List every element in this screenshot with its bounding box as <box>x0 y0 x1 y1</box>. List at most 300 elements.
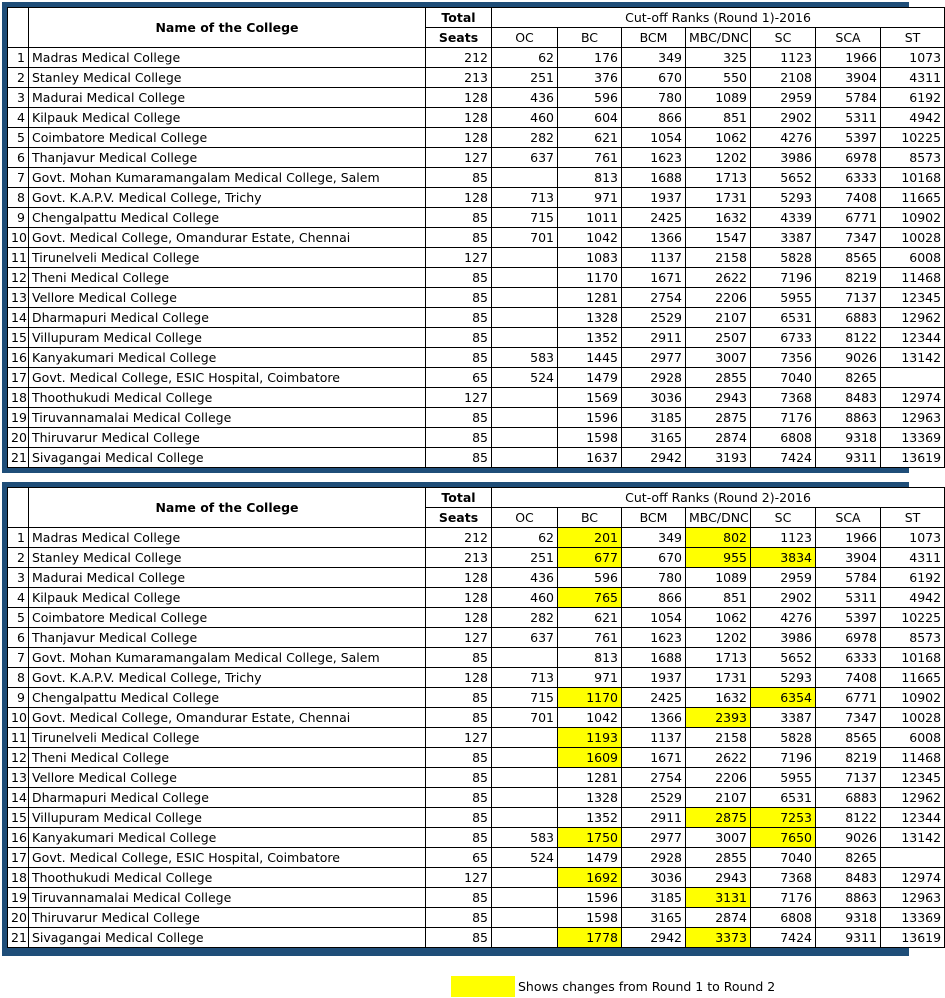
serial-number-cell: 15 <box>8 808 29 828</box>
mbc-dnc-rank-cell: 1202 <box>686 628 751 648</box>
st-rank-cell <box>881 848 945 868</box>
st-rank-cell: 13142 <box>881 828 945 848</box>
sc-rank-cell: 3986 <box>751 148 816 168</box>
total-seats-cell: 85 <box>426 348 492 368</box>
sca-rank-cell: 7137 <box>816 288 881 308</box>
bcm-rank-cell: 2911 <box>622 808 686 828</box>
college-name-cell: Dharmapuri Medical College <box>29 308 426 328</box>
sca-rank-cell: 7408 <box>816 668 881 688</box>
total-seats-cell: 85 <box>426 308 492 328</box>
bc-rank-cell: 1042 <box>558 708 622 728</box>
st-rank-cell: 11665 <box>881 668 945 688</box>
bcm-rank-cell: 2529 <box>622 788 686 808</box>
table-row <box>8 688 945 708</box>
bcm-rank-cell: 1688 <box>622 648 686 668</box>
sc-rank-cell: 5828 <box>751 728 816 748</box>
college-name-cell: Govt. K.A.P.V. Medical College, Trichy <box>29 668 426 688</box>
mbc-dnc-rank-cell: 2393 <box>686 708 751 728</box>
category-header-bc: BC <box>558 28 622 48</box>
college-name-cell: Sivagangai Medical College <box>29 448 426 468</box>
mbc-dnc-rank-cell: 3373 <box>686 928 751 948</box>
total-seats-cell: 128 <box>426 108 492 128</box>
table-row <box>8 648 945 668</box>
bc-rank-cell: 1352 <box>558 328 622 348</box>
serial-number-cell: 9 <box>8 688 29 708</box>
serial-number-cell: 12 <box>8 268 29 288</box>
category-header-sca: SCA <box>816 508 881 528</box>
mbc-dnc-rank-cell: 2943 <box>686 868 751 888</box>
bc-rank-cell: 201 <box>558 528 622 548</box>
table-row <box>8 728 945 748</box>
college-name-cell: Kilpauk Medical College <box>29 588 426 608</box>
oc-rank-cell: 62 <box>492 528 558 548</box>
bcm-rank-cell: 1366 <box>622 228 686 248</box>
college-name-cell: Kilpauk Medical College <box>29 108 426 128</box>
sca-rank-cell: 6883 <box>816 788 881 808</box>
serial-number-cell: 11 <box>8 728 29 748</box>
bcm-rank-cell: 866 <box>622 108 686 128</box>
st-rank-cell: 12974 <box>881 868 945 888</box>
oc-rank-cell: 637 <box>492 628 558 648</box>
oc-rank-cell <box>492 788 558 808</box>
sca-rank-cell: 7137 <box>816 768 881 788</box>
college-name-cell: Thanjavur Medical College <box>29 628 426 648</box>
oc-rank-cell <box>492 408 558 428</box>
bcm-rank-cell: 1137 <box>622 248 686 268</box>
college-name-cell: Theni Medical College <box>29 268 426 288</box>
college-name-cell: Thiruvarur Medical College <box>29 908 426 928</box>
oc-rank-cell <box>492 248 558 268</box>
total-seats-cell: 85 <box>426 168 492 188</box>
st-rank-cell: 4942 <box>881 108 945 128</box>
sc-rank-cell: 6808 <box>751 908 816 928</box>
table-row <box>8 608 945 628</box>
mbc-dnc-rank-cell: 3193 <box>686 448 751 468</box>
bcm-rank-cell: 1671 <box>622 268 686 288</box>
college-name-cell: Coimbatore Medical College <box>29 608 426 628</box>
serial-number-cell: 14 <box>8 308 29 328</box>
sca-rank-cell: 7347 <box>816 708 881 728</box>
total-seats-header-line1: Total <box>426 488 492 508</box>
total-seats-cell: 128 <box>426 128 492 148</box>
bcm-rank-cell: 1366 <box>622 708 686 728</box>
serial-number-cell: 18 <box>8 868 29 888</box>
table-row <box>8 168 945 188</box>
mbc-dnc-rank-cell: 851 <box>686 108 751 128</box>
total-seats-cell: 85 <box>426 648 492 668</box>
bc-rank-cell: 176 <box>558 48 622 68</box>
oc-rank-cell: 583 <box>492 828 558 848</box>
total-seats-cell: 85 <box>426 828 492 848</box>
bcm-rank-cell: 2977 <box>622 348 686 368</box>
sc-rank-cell: 1123 <box>751 528 816 548</box>
mbc-dnc-rank-cell: 2107 <box>686 788 751 808</box>
bcm-rank-cell: 1054 <box>622 128 686 148</box>
legend-highlight-swatch <box>451 976 515 997</box>
mbc-dnc-rank-cell: 3007 <box>686 348 751 368</box>
bcm-rank-cell: 1688 <box>622 168 686 188</box>
bcm-rank-cell: 3036 <box>622 868 686 888</box>
mbc-dnc-rank-cell: 1632 <box>686 208 751 228</box>
mbc-dnc-rank-cell: 2206 <box>686 288 751 308</box>
table-row <box>8 908 945 928</box>
total-seats-header-line2: Seats <box>426 28 492 48</box>
round2-table-body <box>8 528 945 948</box>
st-rank-cell: 12344 <box>881 808 945 828</box>
bcm-rank-cell: 1937 <box>622 188 686 208</box>
total-seats-cell: 127 <box>426 728 492 748</box>
st-rank-cell: 1073 <box>881 48 945 68</box>
serial-number-cell: 16 <box>8 348 29 368</box>
sca-rank-cell: 3904 <box>816 548 881 568</box>
bc-rank-cell: 1328 <box>558 788 622 808</box>
st-rank-cell: 6008 <box>881 728 945 748</box>
sca-rank-cell: 8483 <box>816 388 881 408</box>
category-header-mbc-dnc: MBC/DNC <box>686 28 751 48</box>
bc-rank-cell: 604 <box>558 108 622 128</box>
bcm-rank-cell: 1671 <box>622 748 686 768</box>
mbc-dnc-rank-cell: 2943 <box>686 388 751 408</box>
bc-rank-cell: 1083 <box>558 248 622 268</box>
college-name-cell: Vellore Medical College <box>29 768 426 788</box>
sca-rank-cell: 8219 <box>816 748 881 768</box>
mbc-dnc-rank-cell: 2622 <box>686 268 751 288</box>
bcm-rank-cell: 2942 <box>622 448 686 468</box>
serial-number-cell: 2 <box>8 548 29 568</box>
sca-rank-cell: 5311 <box>816 108 881 128</box>
sc-rank-cell: 2108 <box>751 68 816 88</box>
total-seats-header-line2: Seats <box>426 508 492 528</box>
serial-number-cell: 19 <box>8 888 29 908</box>
serial-number-cell: 21 <box>8 448 29 468</box>
sca-rank-cell: 3904 <box>816 68 881 88</box>
oc-rank-cell: 583 <box>492 348 558 368</box>
bc-rank-cell: 596 <box>558 88 622 108</box>
bcm-rank-cell: 670 <box>622 68 686 88</box>
bcm-rank-cell: 2754 <box>622 768 686 788</box>
table-row <box>8 628 945 648</box>
oc-rank-cell <box>492 328 558 348</box>
college-name-cell: Villupuram Medical College <box>29 808 426 828</box>
college-name-cell: Theni Medical College <box>29 748 426 768</box>
table-row <box>8 408 945 428</box>
sc-rank-cell: 6733 <box>751 328 816 348</box>
st-rank-cell <box>881 368 945 388</box>
bcm-rank-cell: 1054 <box>622 608 686 628</box>
mbc-dnc-rank-cell: 851 <box>686 588 751 608</box>
sca-rank-cell: 8265 <box>816 848 881 868</box>
oc-rank-cell: 282 <box>492 608 558 628</box>
table-row <box>8 308 945 328</box>
st-rank-cell: 11468 <box>881 268 945 288</box>
total-seats-cell: 127 <box>426 148 492 168</box>
sc-rank-cell: 2902 <box>751 108 816 128</box>
sc-rank-cell: 7176 <box>751 888 816 908</box>
mbc-dnc-rank-cell: 2158 <box>686 248 751 268</box>
table-row <box>8 48 945 68</box>
sc-rank-cell: 1123 <box>751 48 816 68</box>
serial-number-cell: 13 <box>8 288 29 308</box>
bc-rank-cell: 765 <box>558 588 622 608</box>
mbc-dnc-rank-cell: 2874 <box>686 428 751 448</box>
bcm-rank-cell: 3036 <box>622 388 686 408</box>
serial-number-cell: 9 <box>8 208 29 228</box>
bc-rank-cell: 621 <box>558 608 622 628</box>
st-rank-cell: 10028 <box>881 708 945 728</box>
college-name-cell: Govt. Medical College, Omandurar Estate, Chennai <box>29 708 426 728</box>
total-seats-cell: 85 <box>426 428 492 448</box>
mbc-dnc-rank-cell: 1713 <box>686 648 751 668</box>
college-name-cell: Thoothukudi Medical College <box>29 388 426 408</box>
round1-cutoff-table <box>7 7 945 468</box>
total-seats-cell: 213 <box>426 548 492 568</box>
sc-rank-cell: 2959 <box>751 88 816 108</box>
oc-rank-cell: 701 <box>492 228 558 248</box>
bc-rank-cell: 1193 <box>558 728 622 748</box>
bcm-rank-cell: 3165 <box>622 908 686 928</box>
bc-rank-cell: 1598 <box>558 428 622 448</box>
round1-table-panel <box>2 2 942 473</box>
serial-number-cell: 3 <box>8 568 29 588</box>
sca-rank-cell: 1966 <box>816 528 881 548</box>
total-seats-cell: 85 <box>426 328 492 348</box>
mbc-dnc-rank-cell: 1062 <box>686 608 751 628</box>
sca-rank-cell: 6771 <box>816 208 881 228</box>
total-seats-cell: 213 <box>426 68 492 88</box>
table-row <box>8 248 945 268</box>
st-rank-cell: 10902 <box>881 208 945 228</box>
sc-rank-cell: 3387 <box>751 228 816 248</box>
table-row <box>8 288 945 308</box>
st-rank-cell: 12962 <box>881 308 945 328</box>
bc-rank-cell: 813 <box>558 168 622 188</box>
serial-number-cell: 8 <box>8 668 29 688</box>
total-seats-cell: 212 <box>426 528 492 548</box>
sc-rank-cell: 5652 <box>751 168 816 188</box>
oc-rank-cell: 524 <box>492 848 558 868</box>
table-row <box>8 768 945 788</box>
college-name-cell: Govt. Medical College, Omandurar Estate, Chennai <box>29 228 426 248</box>
college-name-cell: Govt. Mohan Kumaramangalam Medical College, Salem <box>29 168 426 188</box>
sca-rank-cell: 9311 <box>816 928 881 948</box>
serial-number-cell: 3 <box>8 88 29 108</box>
serial-number-cell: 7 <box>8 168 29 188</box>
st-rank-cell: 8573 <box>881 148 945 168</box>
bc-rank-cell: 1352 <box>558 808 622 828</box>
st-rank-cell: 10225 <box>881 608 945 628</box>
serial-number-cell: 12 <box>8 748 29 768</box>
serial-number-cell: 20 <box>8 428 29 448</box>
college-name-cell: Thanjavur Medical College <box>29 148 426 168</box>
st-rank-cell: 12963 <box>881 408 945 428</box>
bc-rank-cell: 1170 <box>558 268 622 288</box>
sca-rank-cell: 6771 <box>816 688 881 708</box>
oc-rank-cell <box>492 428 558 448</box>
sc-rank-cell: 7196 <box>751 268 816 288</box>
st-rank-cell: 10902 <box>881 688 945 708</box>
table-row <box>8 568 945 588</box>
table-row <box>8 708 945 728</box>
sca-rank-cell: 5311 <box>816 588 881 608</box>
table-row <box>8 128 945 148</box>
table-row <box>8 788 945 808</box>
bcm-rank-cell: 2942 <box>622 928 686 948</box>
college-name-cell: Govt. Medical College, ESIC Hospital, Coimbatore <box>29 368 426 388</box>
oc-rank-cell: 701 <box>492 708 558 728</box>
sc-rank-cell: 5293 <box>751 188 816 208</box>
table-row <box>8 368 945 388</box>
bcm-rank-cell: 780 <box>622 568 686 588</box>
table-row <box>8 388 945 408</box>
bcm-rank-cell: 670 <box>622 548 686 568</box>
total-seats-cell: 127 <box>426 248 492 268</box>
mbc-dnc-rank-cell: 1632 <box>686 688 751 708</box>
bc-rank-cell: 1281 <box>558 288 622 308</box>
sca-rank-cell: 9311 <box>816 448 881 468</box>
sc-rank-cell: 7253 <box>751 808 816 828</box>
bc-rank-cell: 1598 <box>558 908 622 928</box>
sca-rank-cell: 5397 <box>816 608 881 628</box>
mbc-dnc-rank-cell: 2158 <box>686 728 751 748</box>
oc-rank-cell: 460 <box>492 108 558 128</box>
category-header-sc: SC <box>751 508 816 528</box>
total-seats-cell: 85 <box>426 908 492 928</box>
round1-title: Cut-off Ranks (Round 1)-2016 <box>492 8 945 28</box>
st-rank-cell: 11468 <box>881 748 945 768</box>
st-rank-cell: 6008 <box>881 248 945 268</box>
oc-rank-cell <box>492 768 558 788</box>
oc-rank-cell: 713 <box>492 188 558 208</box>
serial-number-cell: 15 <box>8 328 29 348</box>
sca-rank-cell: 5784 <box>816 568 881 588</box>
college-name-cell: Govt. K.A.P.V. Medical College, Trichy <box>29 188 426 208</box>
serial-number-cell: 20 <box>8 908 29 928</box>
table-row <box>8 828 945 848</box>
college-name-cell: Govt. Medical College, ESIC Hospital, Coimbatore <box>29 848 426 868</box>
st-rank-cell: 6192 <box>881 568 945 588</box>
st-rank-cell: 13619 <box>881 928 945 948</box>
bc-rank-cell: 1569 <box>558 388 622 408</box>
sc-rank-cell: 6354 <box>751 688 816 708</box>
sca-rank-cell: 5397 <box>816 128 881 148</box>
sc-rank-cell: 7368 <box>751 388 816 408</box>
total-seats-cell: 65 <box>426 848 492 868</box>
sc-rank-cell: 7368 <box>751 868 816 888</box>
serial-number-cell: 17 <box>8 848 29 868</box>
sca-rank-cell: 8565 <box>816 248 881 268</box>
st-rank-cell: 4311 <box>881 68 945 88</box>
college-name-cell: Chengalpattu Medical College <box>29 688 426 708</box>
sc-rank-cell: 3986 <box>751 628 816 648</box>
table-row <box>8 528 945 548</box>
bcm-rank-cell: 3185 <box>622 408 686 428</box>
sc-rank-cell: 7356 <box>751 348 816 368</box>
bc-rank-cell: 1596 <box>558 408 622 428</box>
sca-rank-cell: 8863 <box>816 888 881 908</box>
sca-rank-cell: 9026 <box>816 828 881 848</box>
table-row <box>8 348 945 368</box>
bcm-rank-cell: 3185 <box>622 888 686 908</box>
total-seats-cell: 85 <box>426 928 492 948</box>
serial-header <box>8 488 29 528</box>
oc-rank-cell: 251 <box>492 548 558 568</box>
bcm-rank-cell: 349 <box>622 48 686 68</box>
total-seats-cell: 85 <box>426 208 492 228</box>
bc-rank-cell: 1445 <box>558 348 622 368</box>
round2-cutoff-table <box>7 487 945 948</box>
oc-rank-cell <box>492 648 558 668</box>
oc-rank-cell: 436 <box>492 88 558 108</box>
mbc-dnc-rank-cell: 955 <box>686 548 751 568</box>
total-seats-cell: 85 <box>426 748 492 768</box>
total-seats-cell: 85 <box>426 768 492 788</box>
oc-rank-cell <box>492 268 558 288</box>
bcm-rank-cell: 2529 <box>622 308 686 328</box>
total-seats-cell: 85 <box>426 708 492 728</box>
table-row <box>8 548 945 568</box>
bc-rank-cell: 1479 <box>558 368 622 388</box>
mbc-dnc-rank-cell: 2107 <box>686 308 751 328</box>
college-name-cell: Madurai Medical College <box>29 568 426 588</box>
college-name-cell: Tirunelveli Medical College <box>29 728 426 748</box>
college-name-header: Name of the College <box>29 8 426 48</box>
table-row <box>8 88 945 108</box>
mbc-dnc-rank-cell: 1731 <box>686 668 751 688</box>
mbc-dnc-rank-cell: 2855 <box>686 848 751 868</box>
round2-table-panel <box>2 482 942 956</box>
college-name-cell: Chengalpattu Medical College <box>29 208 426 228</box>
sca-rank-cell: 7347 <box>816 228 881 248</box>
college-name-header: Name of the College <box>29 488 426 528</box>
sca-rank-cell: 1966 <box>816 48 881 68</box>
college-name-cell: Madurai Medical College <box>29 88 426 108</box>
sc-rank-cell: 2959 <box>751 568 816 588</box>
oc-rank-cell <box>492 888 558 908</box>
st-rank-cell: 8573 <box>881 628 945 648</box>
bcm-rank-cell: 2425 <box>622 688 686 708</box>
bcm-rank-cell: 349 <box>622 528 686 548</box>
category-header-mbc-dnc: MBC/DNC <box>686 508 751 528</box>
total-seats-cell: 85 <box>426 268 492 288</box>
serial-number-cell: 1 <box>8 48 29 68</box>
st-rank-cell: 12962 <box>881 788 945 808</box>
sca-rank-cell: 7408 <box>816 188 881 208</box>
bc-rank-cell: 596 <box>558 568 622 588</box>
serial-number-cell: 4 <box>8 588 29 608</box>
college-name-cell: Stanley Medical College <box>29 68 426 88</box>
serial-number-cell: 13 <box>8 768 29 788</box>
st-rank-cell: 11665 <box>881 188 945 208</box>
bc-rank-cell: 1042 <box>558 228 622 248</box>
bcm-rank-cell: 2425 <box>622 208 686 228</box>
serial-number-cell: 10 <box>8 228 29 248</box>
oc-rank-cell <box>492 908 558 928</box>
sc-rank-cell: 7196 <box>751 748 816 768</box>
category-header-st: ST <box>881 28 945 48</box>
college-name-cell: Vellore Medical College <box>29 288 426 308</box>
oc-rank-cell: 460 <box>492 588 558 608</box>
category-header-sc: SC <box>751 28 816 48</box>
total-seats-header-line1: Total <box>426 8 492 28</box>
total-seats-cell: 127 <box>426 388 492 408</box>
college-name-cell: Sivagangai Medical College <box>29 928 426 948</box>
oc-rank-cell <box>492 868 558 888</box>
oc-rank-cell <box>492 308 558 328</box>
serial-number-cell: 5 <box>8 608 29 628</box>
category-header-bcm: BCM <box>622 508 686 528</box>
serial-number-cell: 7 <box>8 648 29 668</box>
table-row <box>8 888 945 908</box>
